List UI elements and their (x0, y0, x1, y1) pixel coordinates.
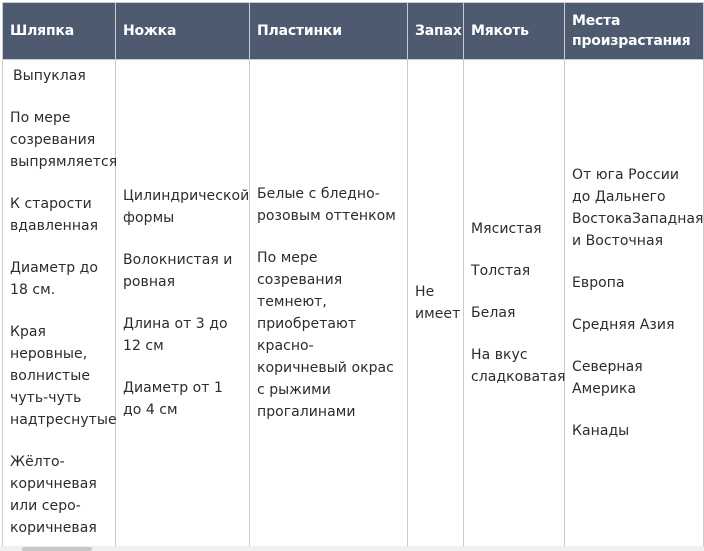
cell-gills (250, 60, 408, 547)
habitat-text: Северная Америка (572, 359, 643, 397)
cell-habitat (565, 60, 704, 547)
cap-text: Выпуклая (13, 68, 86, 84)
stem-text: Цилиндрической формы (123, 188, 250, 226)
cap-text: Жёлто-коричневая или серо-коричневая (10, 454, 97, 536)
cap-text: К старости вдавленная (10, 196, 99, 234)
flesh-text: Толстая (471, 263, 531, 279)
cell-smell (408, 60, 464, 547)
smell-text: Не имеет (415, 284, 461, 322)
header-cap: Шляпка (3, 3, 116, 60)
stem-text: Диаметр от 1 до 4 см (123, 380, 223, 418)
stem-text: Волокнистая и ровная (123, 252, 233, 290)
cell-flesh (464, 60, 565, 547)
table-row (3, 60, 704, 547)
gills-text: По мере созревания темнеют, приобретают красно-коричневый окрас с рыжими прогалинами (257, 250, 394, 420)
mushroom-description-table (2, 2, 704, 547)
habitat-text: От юга России до Дальнего ВостокаЗападная и Восточная (572, 167, 704, 249)
header-flesh: Мякоть (464, 3, 565, 60)
header-gills: Пластинки (250, 3, 408, 60)
cell-stem (116, 60, 250, 547)
stem-text: Длина от 3 до 12 см (123, 316, 228, 354)
cap-text: Диаметр до 18 см. (10, 260, 99, 298)
header-habitat: Места произрастания (565, 3, 704, 60)
cap-text: По мере созревания выпрямляется (10, 110, 118, 170)
header-smell: Запах (408, 3, 464, 60)
table-header-row (3, 3, 704, 60)
flesh-text: На вкус сладковатая (471, 347, 566, 385)
header-stem: Ножка (116, 3, 250, 60)
cap-text: Края неровные, волнистые чуть-чуть надтреснутые (10, 324, 117, 428)
habitat-text: Средняя Азия (572, 317, 675, 333)
flesh-text: Мясистая (471, 221, 542, 237)
flesh-text: Белая (471, 305, 516, 321)
habitat-text: Канады (572, 423, 630, 439)
gills-text: Белые с бледно-розовым оттенком (257, 186, 396, 224)
horizontal-scrollbar[interactable] (0, 546, 704, 551)
horizontal-scrollbar-thumb[interactable] (22, 547, 92, 551)
cell-cap (3, 60, 116, 547)
habitat-text: Европа (572, 275, 625, 291)
